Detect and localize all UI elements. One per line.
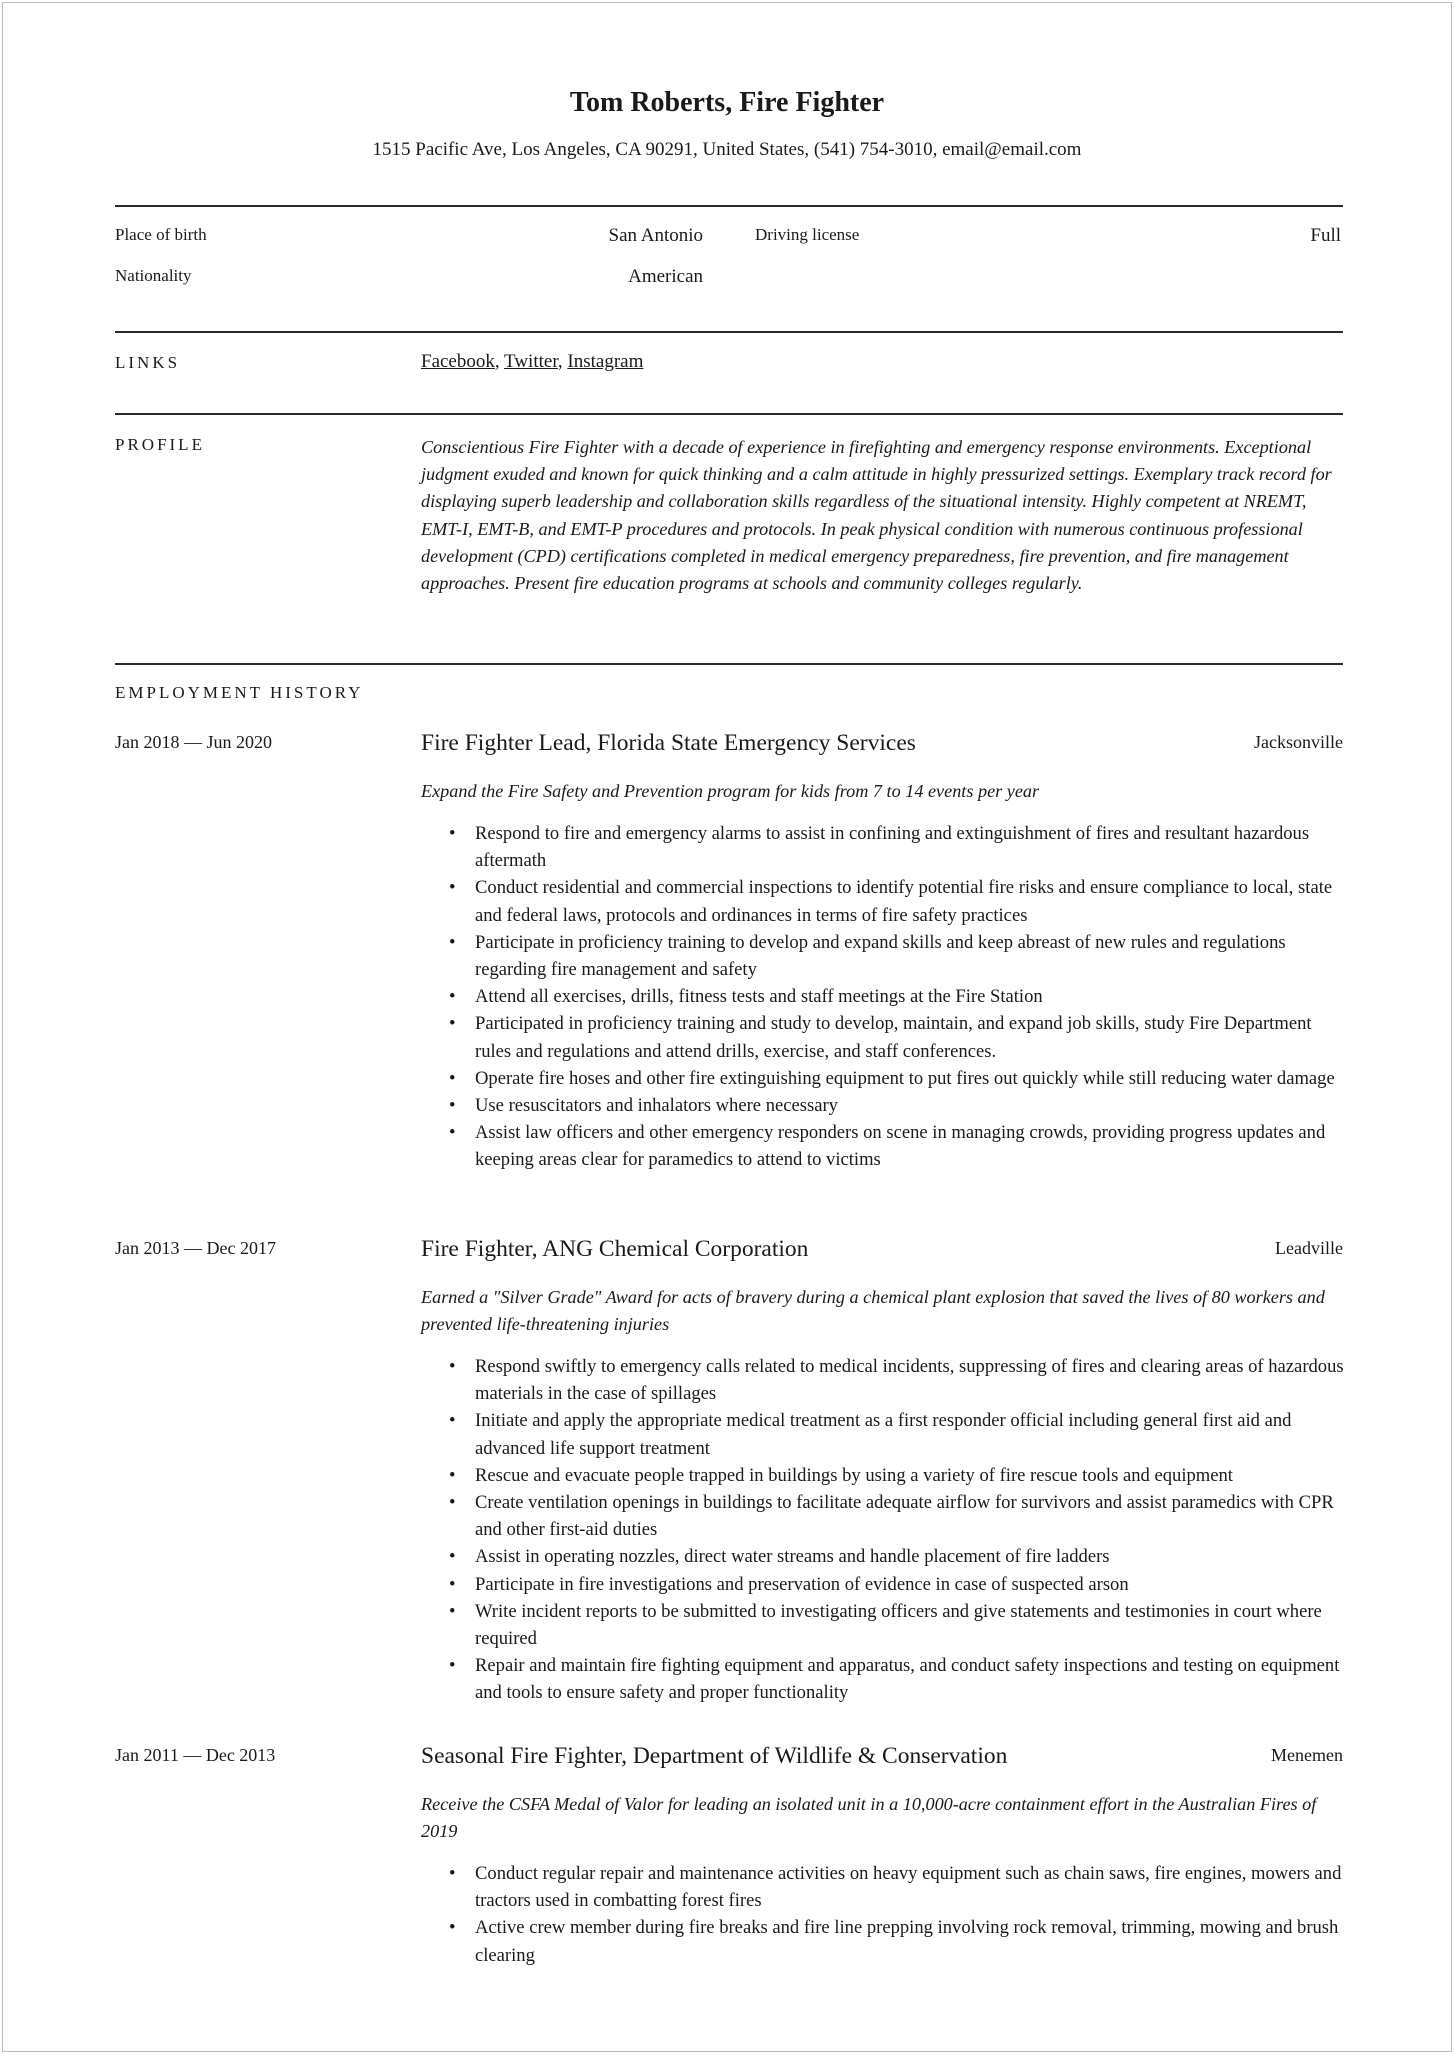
list-item: • Participated in proficiency training and study to develop, maintain, and expand job skills, study Fire Department rules and regulations and attend drills, exercise, and staff conferences. — [475, 1010, 1345, 1064]
list-item: • Rescue and evacuate people trapped in buildings by using a variety of fire rescue tools and equipment — [475, 1462, 1345, 1489]
list-item: • Initiate and apply the appropriate medical treatment as a first responder official including general first aid and advanced life support treatment — [475, 1407, 1345, 1461]
job-city: Menemen — [1271, 1745, 1343, 1765]
divider — [115, 331, 1343, 333]
list-item: • Conduct regular repair and maintenance activities on heavy equipment such as chain saws, fire engines, mowers and tractors used in combatting forest fires — [475, 1860, 1345, 1914]
place-of-birth-value: San Antonio — [608, 225, 703, 246]
list-item: • Conduct residential and commercial inspections to identify potential fire risks and ensure compliance to local, state and federal laws, protocols and ordinances in terms of fire safety practices — [475, 874, 1345, 928]
list-item: • Use resuscitators and inhalators where necessary — [475, 1092, 1345, 1119]
job-duties-list — [421, 820, 1345, 1174]
job-dates: Jan 2013 — Dec 2017 — [115, 1238, 276, 1258]
facebook-link[interactable]: Facebook — [421, 351, 495, 372]
list-item: • Write incident reports to be submitted to investigating officers and give statements and testimonies in court where required — [475, 1598, 1345, 1652]
list-item: • Operate fire hoses and other fire extinguishing equipment to put fires out quickly while still reducing water damage — [475, 1065, 1345, 1092]
list-item: • Respond swiftly to emergency calls related to medical incidents, suppressing of fires and clearing areas of hazardous materials in the case of spillages — [475, 1353, 1345, 1407]
profile-section-title: PROFILE — [115, 435, 205, 454]
job-duties-list — [421, 1353, 1345, 1707]
instagram-link[interactable]: Instagram — [567, 351, 644, 372]
job-summary: Receive the CSFA Medal of Valor for leading an isolated unit in a 10,000-acre containment effort in the Australian Fires of 2019 — [421, 1794, 1317, 1841]
job-duties-list — [421, 1860, 1345, 1969]
job-summary: Earned a "Silver Grade" Award for acts of bravery during a chemical plant explosion that saved the lives of 80 workers and prevented life-threatening injuries — [421, 1287, 1325, 1334]
list-item: • Respond to fire and emergency alarms to assist in confining and extinguishment of fires and resultant hazardous aftermath — [475, 820, 1345, 874]
profile-text: Conscientious Fire Fighter with a decade of experience in firefighting and emergency response environments. Exceptional judgment exuded and known for quick thinking and a calm attitude in highly pressurized settings. Exemplary track record for displaying superb leadership and collaboration skills regardless of the situational intensity. Highly competent at NREMT, EMT-I, EMT-B, and EMT-P procedures and protocols. In peak physical condition with numerous continuous professional development (CPD) certifications completed in medical emergency preparedness, fire prevention, and fire management approaches. Present fire education programs at schools and community colleges regularly. — [421, 437, 1332, 594]
job-dates: Jan 2011 — Dec 2013 — [115, 1745, 276, 1765]
job-city: Jacksonville — [1254, 732, 1343, 752]
candidate-name: Tom Roberts, Fire Fighter — [569, 87, 885, 118]
list-item: • Assist law officers and other emergency responders on scene in managing crowds, providing progress updates and keeping areas clear for paramedics to attend to victims — [475, 1119, 1345, 1173]
list-item: • Participate in proficiency training to develop and expand skills and keep abreast of new rules and regulations regarding fire management and safety — [475, 929, 1345, 983]
job-title: Fire Fighter Lead, Florida State Emergency Services — [421, 730, 916, 756]
links-section-title: LINKS — [115, 353, 181, 372]
job-title: Seasonal Fire Fighter, Department of Wildlife & Conservation — [421, 1743, 1008, 1769]
twitter-link[interactable]: Twitter — [504, 351, 558, 372]
list-item: • Repair and maintain fire fighting equipment and apparatus, and conduct safety inspections and testing on equipment and tools to ensure safety and proper functionality — [475, 1652, 1345, 1706]
list-item: • Assist in operating nozzles, direct water streams and handle placement of fire ladders — [475, 1543, 1345, 1570]
list-item: • Participate in fire investigations and preservation of evidence in case of suspected arson — [475, 1571, 1345, 1598]
list-item: • Attend all exercises, drills, fitness tests and staff meetings at the Fire Station — [475, 983, 1345, 1010]
job-city: Leadville — [1275, 1238, 1343, 1258]
divider — [115, 205, 1343, 207]
employment-section-title: EMPLOYMENT HISTORY — [115, 683, 364, 702]
divider — [115, 413, 1343, 415]
driving-license-value: Full — [1310, 225, 1341, 246]
list-item: • Create ventilation openings in buildings to facilitate adequate airflow for survivors and assist paramedics with CPR and other first-aid duties — [475, 1489, 1345, 1543]
place-of-birth-label: Place of birth — [115, 225, 207, 244]
resume-page — [2, 2, 1452, 2052]
links-list: Facebook, Twitter, Instagram — [421, 351, 644, 372]
job-summary: Expand the Fire Safety and Prevention program for kids from 7 to 14 events per year — [421, 781, 1040, 801]
list-item: • Active crew member during fire breaks and fire line prepping involving rock removal, trimming, mowing and brush clearing — [475, 1914, 1345, 1968]
job-dates: Jan 2018 — Jun 2020 — [115, 732, 272, 752]
nationality-value: American — [628, 266, 703, 287]
contact-line: 1515 Pacific Ave, Los Angeles, CA 90291, United States, (541) 754-3010, email@email.com — [372, 139, 1082, 160]
nationality-label: Nationality — [115, 266, 192, 285]
job-title: Fire Fighter, ANG Chemical Corporation — [421, 1236, 809, 1262]
divider — [115, 663, 1343, 665]
driving-license-label: Driving license — [755, 225, 860, 244]
